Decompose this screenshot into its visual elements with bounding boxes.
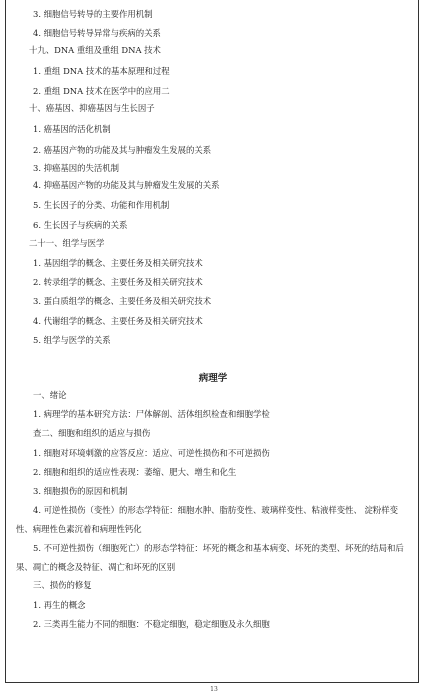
list-item: 1. 病理学的基本研究方法：尸体解剖、活体组织检查和细胞学检 xyxy=(33,409,270,419)
list-item: 1. 癌基因的活化机制 xyxy=(33,124,111,134)
list-item: 4. 抑癌基因产物的功能及其与肿瘤发生发展的关系 xyxy=(33,180,220,190)
list-item: 4. 细胞信号转导异常与疾病的关系 xyxy=(33,28,161,38)
section-heading: 二十一、组学与医学 xyxy=(29,238,105,248)
section-heading: 十九、DNA 重组及重组 DNA 技术 xyxy=(29,45,161,55)
list-item: 5. 组学与医学的关系 xyxy=(33,335,111,345)
page-frame xyxy=(5,0,419,683)
list-item: 5. 生长因子的分类、功能和作用机制 xyxy=(33,200,170,210)
list-item: 3. 细胞信号转导的主要作用机制 xyxy=(33,9,153,19)
list-item: 1. 重组 DNA 技术的基本原理和过程 xyxy=(33,66,170,76)
list-item: 2. 转录组学的概念、主要任务及相关研究技术 xyxy=(33,277,203,287)
paragraph: 4. 可逆性损伤（变性）的形态学特征：细胞水肿、脂肪变性、玻璃样变性、粘液样变性、 淀粉样变性、病理性色素沉着和病理性钙化 xyxy=(16,505,399,534)
list-item: 1. 细胞对环境刺激的应答反应：适应、可逆性损伤和不可逆损伤 xyxy=(33,448,270,458)
list-item: 3. 细胞损伤的原因和机制 xyxy=(33,486,128,496)
list-item: 2. 重组 DNA 技术在医学中的应用二 xyxy=(33,86,170,96)
list-item: 2. 三类再生能力不同的细胞：不稳定细胞，稳定细胞及永久细胞 xyxy=(33,619,270,629)
list-item: 2. 细胞和组织的适应性表现：萎缩、肥大、增生和化生 xyxy=(33,467,237,477)
section-heading: 一、绪论 xyxy=(33,390,67,400)
section-heading: 十、癌基因、抑癌基因与生长因子 xyxy=(29,103,155,113)
list-item: 2. 癌基因产物的功能及其与肿瘤发生发展的关系 xyxy=(33,145,212,155)
paragraph: 5. 不可逆性损伤（细胞死亡）的形态学特征：坏死的概念和基本病变、坏死的类型、坏死的结局和后果、凋亡的概念及特征、凋亡和坏死的区别 xyxy=(16,543,404,572)
list-item: 6. 生长因子与疾病的关系 xyxy=(33,220,128,230)
list-item: 3. 蛋白质组学的概念、主要任务及相关研究技术 xyxy=(33,296,212,306)
section-heading: 查二、细胞和组织的适应与损伤 xyxy=(33,428,151,438)
list-item: 4. 代谢组学的概念、主要任务及相关研究技术 xyxy=(33,316,203,326)
section-heading: 三、损伤的修复 xyxy=(33,580,92,590)
list-item: 1. 再生的概念 xyxy=(33,600,86,610)
list-item: 1. 基因组学的概念、主要任务及相关研究技术 xyxy=(33,258,203,268)
section-title: 病理学 xyxy=(198,373,228,384)
page-number: 13 xyxy=(210,686,218,693)
list-item: 3. 抑癌基因的失活机制 xyxy=(33,163,120,173)
